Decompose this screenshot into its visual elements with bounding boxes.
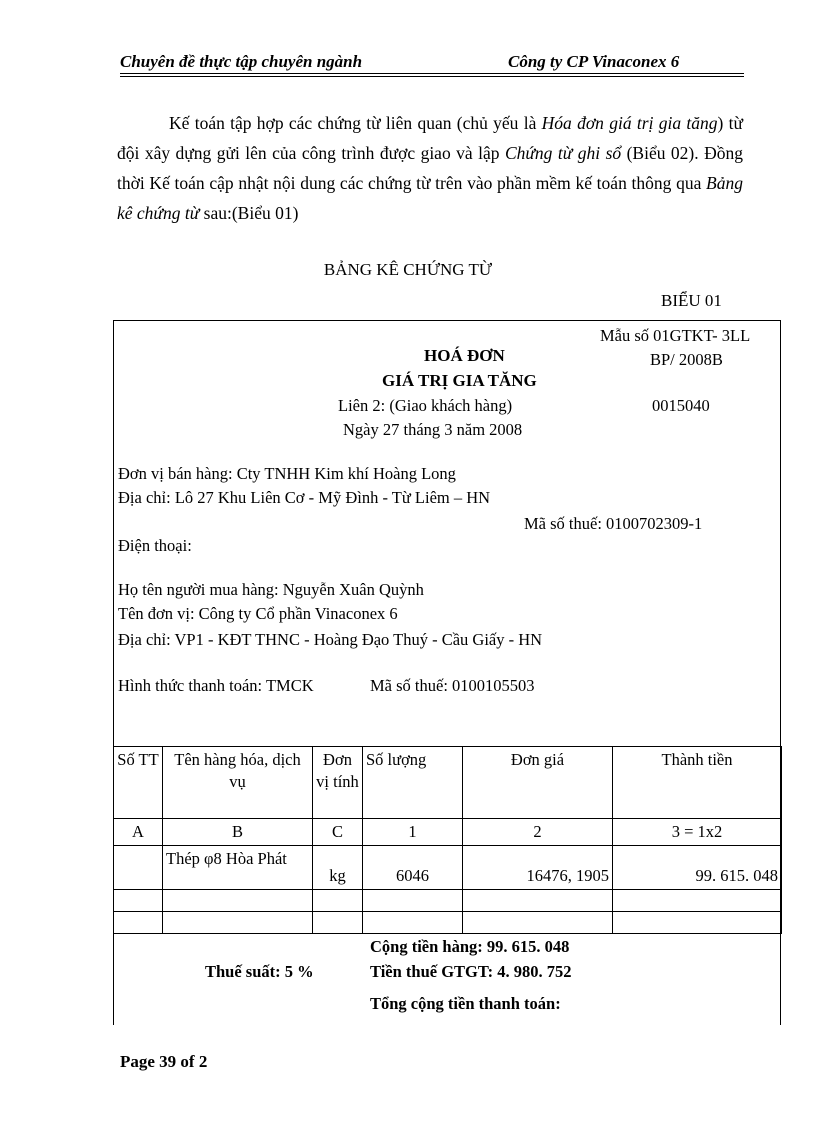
code-cell: C (313, 819, 363, 846)
invoice-title-2: GIÁ TRỊ GIA TĂNG (382, 371, 537, 390)
invoice-copy: Liên 2: (Giao khách hàng) (338, 396, 513, 415)
seller-name: Đơn vị bán hàng: Cty TNHH Kim khí Hoàng Long (118, 464, 456, 483)
bieu-label: BIỂU 01 (661, 291, 722, 310)
intro-text-5: (Biểu 02). Đồng thời Kế toán cập nhật nội dung các chứng từ trên vào phần mềm kế toán thông qua (117, 143, 743, 193)
payment-method: Hình thức thanh toán: TMCK (118, 676, 314, 695)
header-rule-top (120, 73, 744, 74)
page-number: Page 39 of 2 (120, 1052, 208, 1071)
invoice-title-1: HOÁ ĐƠN (424, 346, 505, 365)
code-cell: 1 (363, 819, 463, 846)
seller-tax-code: Mã số thuế: 0100702309-1 (524, 514, 703, 533)
buyer-name: Họ tên người mua hàng: Nguyễn Xuân Quỳnh (118, 580, 424, 599)
code-cell: B (163, 819, 313, 846)
header-cell-stt: Số TT (114, 747, 163, 819)
row-qty: 6046 (363, 846, 463, 890)
buyer-unit: Tên đơn vị: Công ty Cổ phần Vinaconex 6 (118, 604, 398, 623)
code-cell: A (114, 819, 163, 846)
table-code-row (114, 819, 782, 846)
grand-total: Tổng cộng tiền thanh toán: (370, 994, 561, 1013)
invoice-number: 0015040 (652, 396, 710, 415)
vat-amount: Tiền thuế GTGT: 4. 980. 752 (370, 962, 572, 981)
intro-text-3: ) từ đội xây dựng gửi lên của công trình được giao và lập (117, 113, 743, 163)
goods-total: Cộng tiền hàng: 99. 615. 048 (370, 937, 570, 956)
invoice-date: Ngày 27 tháng 3 năm 2008 (343, 420, 523, 439)
section-title: BẢNG KÊ CHỨNG TỪ (323, 260, 493, 279)
header-left-title: Chuyên đề thực tập chuyên ngành (120, 52, 362, 74)
intro-text-1: Kế toán tập hợp các chứng từ liên quan (chủ yếu là (169, 113, 542, 133)
header-cell-unit: Đơn vị tính (313, 747, 363, 819)
intro-italic-invoice: Hóa đơn giá trị gia tăng (541, 113, 718, 133)
intro-text-7: sau:(Biểu 01) (199, 203, 299, 223)
table-row-empty (114, 912, 782, 934)
table-header-row (114, 747, 782, 819)
row-unit: kg (313, 846, 363, 890)
table-row (114, 846, 782, 890)
header-cell-price: Đơn giá (463, 747, 613, 819)
header-right-title: Công ty CP Vinaconex 6 (508, 52, 680, 71)
items-table (113, 746, 782, 934)
header-rule-bottom (120, 76, 744, 77)
table-row-empty (114, 890, 782, 912)
header-cell-name: Tên hàng hóa, dịch vụ (163, 747, 313, 819)
row-stt (114, 846, 163, 890)
intro-italic-voucher: Chứng từ ghi sổ (504, 143, 622, 163)
header-cell-amount: Thành tiền (613, 747, 782, 819)
code-cell: 2 (463, 819, 613, 846)
seller-phone: Điện thoại: (118, 536, 192, 555)
row-price: 16476, 1905 (463, 846, 613, 890)
buyer-tax-code: Mã số thuế: 0100105503 (370, 676, 535, 695)
row-amount: 99. 615. 048 (613, 846, 782, 890)
intro-paragraph (117, 108, 743, 228)
buyer-address: Địa chỉ: VP1 - KĐT THNC - Hoàng Đạo Thuý - Cầu Giấy - HN (118, 630, 543, 649)
invoice-series: BP/ 2008B (650, 350, 723, 369)
seller-address: Địa chỉ: Lô 27 Khu Liên Cơ - Mỹ Đình - Từ Liêm – HN (118, 488, 491, 507)
invoice-form-no: Mẫu số 01GTKT- 3LL (600, 326, 751, 345)
row-name: Thép φ8 Hòa Phát (163, 846, 313, 890)
tax-rate: Thuế suất: 5 % (205, 962, 314, 981)
code-cell: 3 = 1x2 (613, 819, 782, 846)
header-cell-qty: Số lượng (363, 747, 463, 819)
intro-italic-list: Bảng kê chứng từ (117, 173, 743, 223)
